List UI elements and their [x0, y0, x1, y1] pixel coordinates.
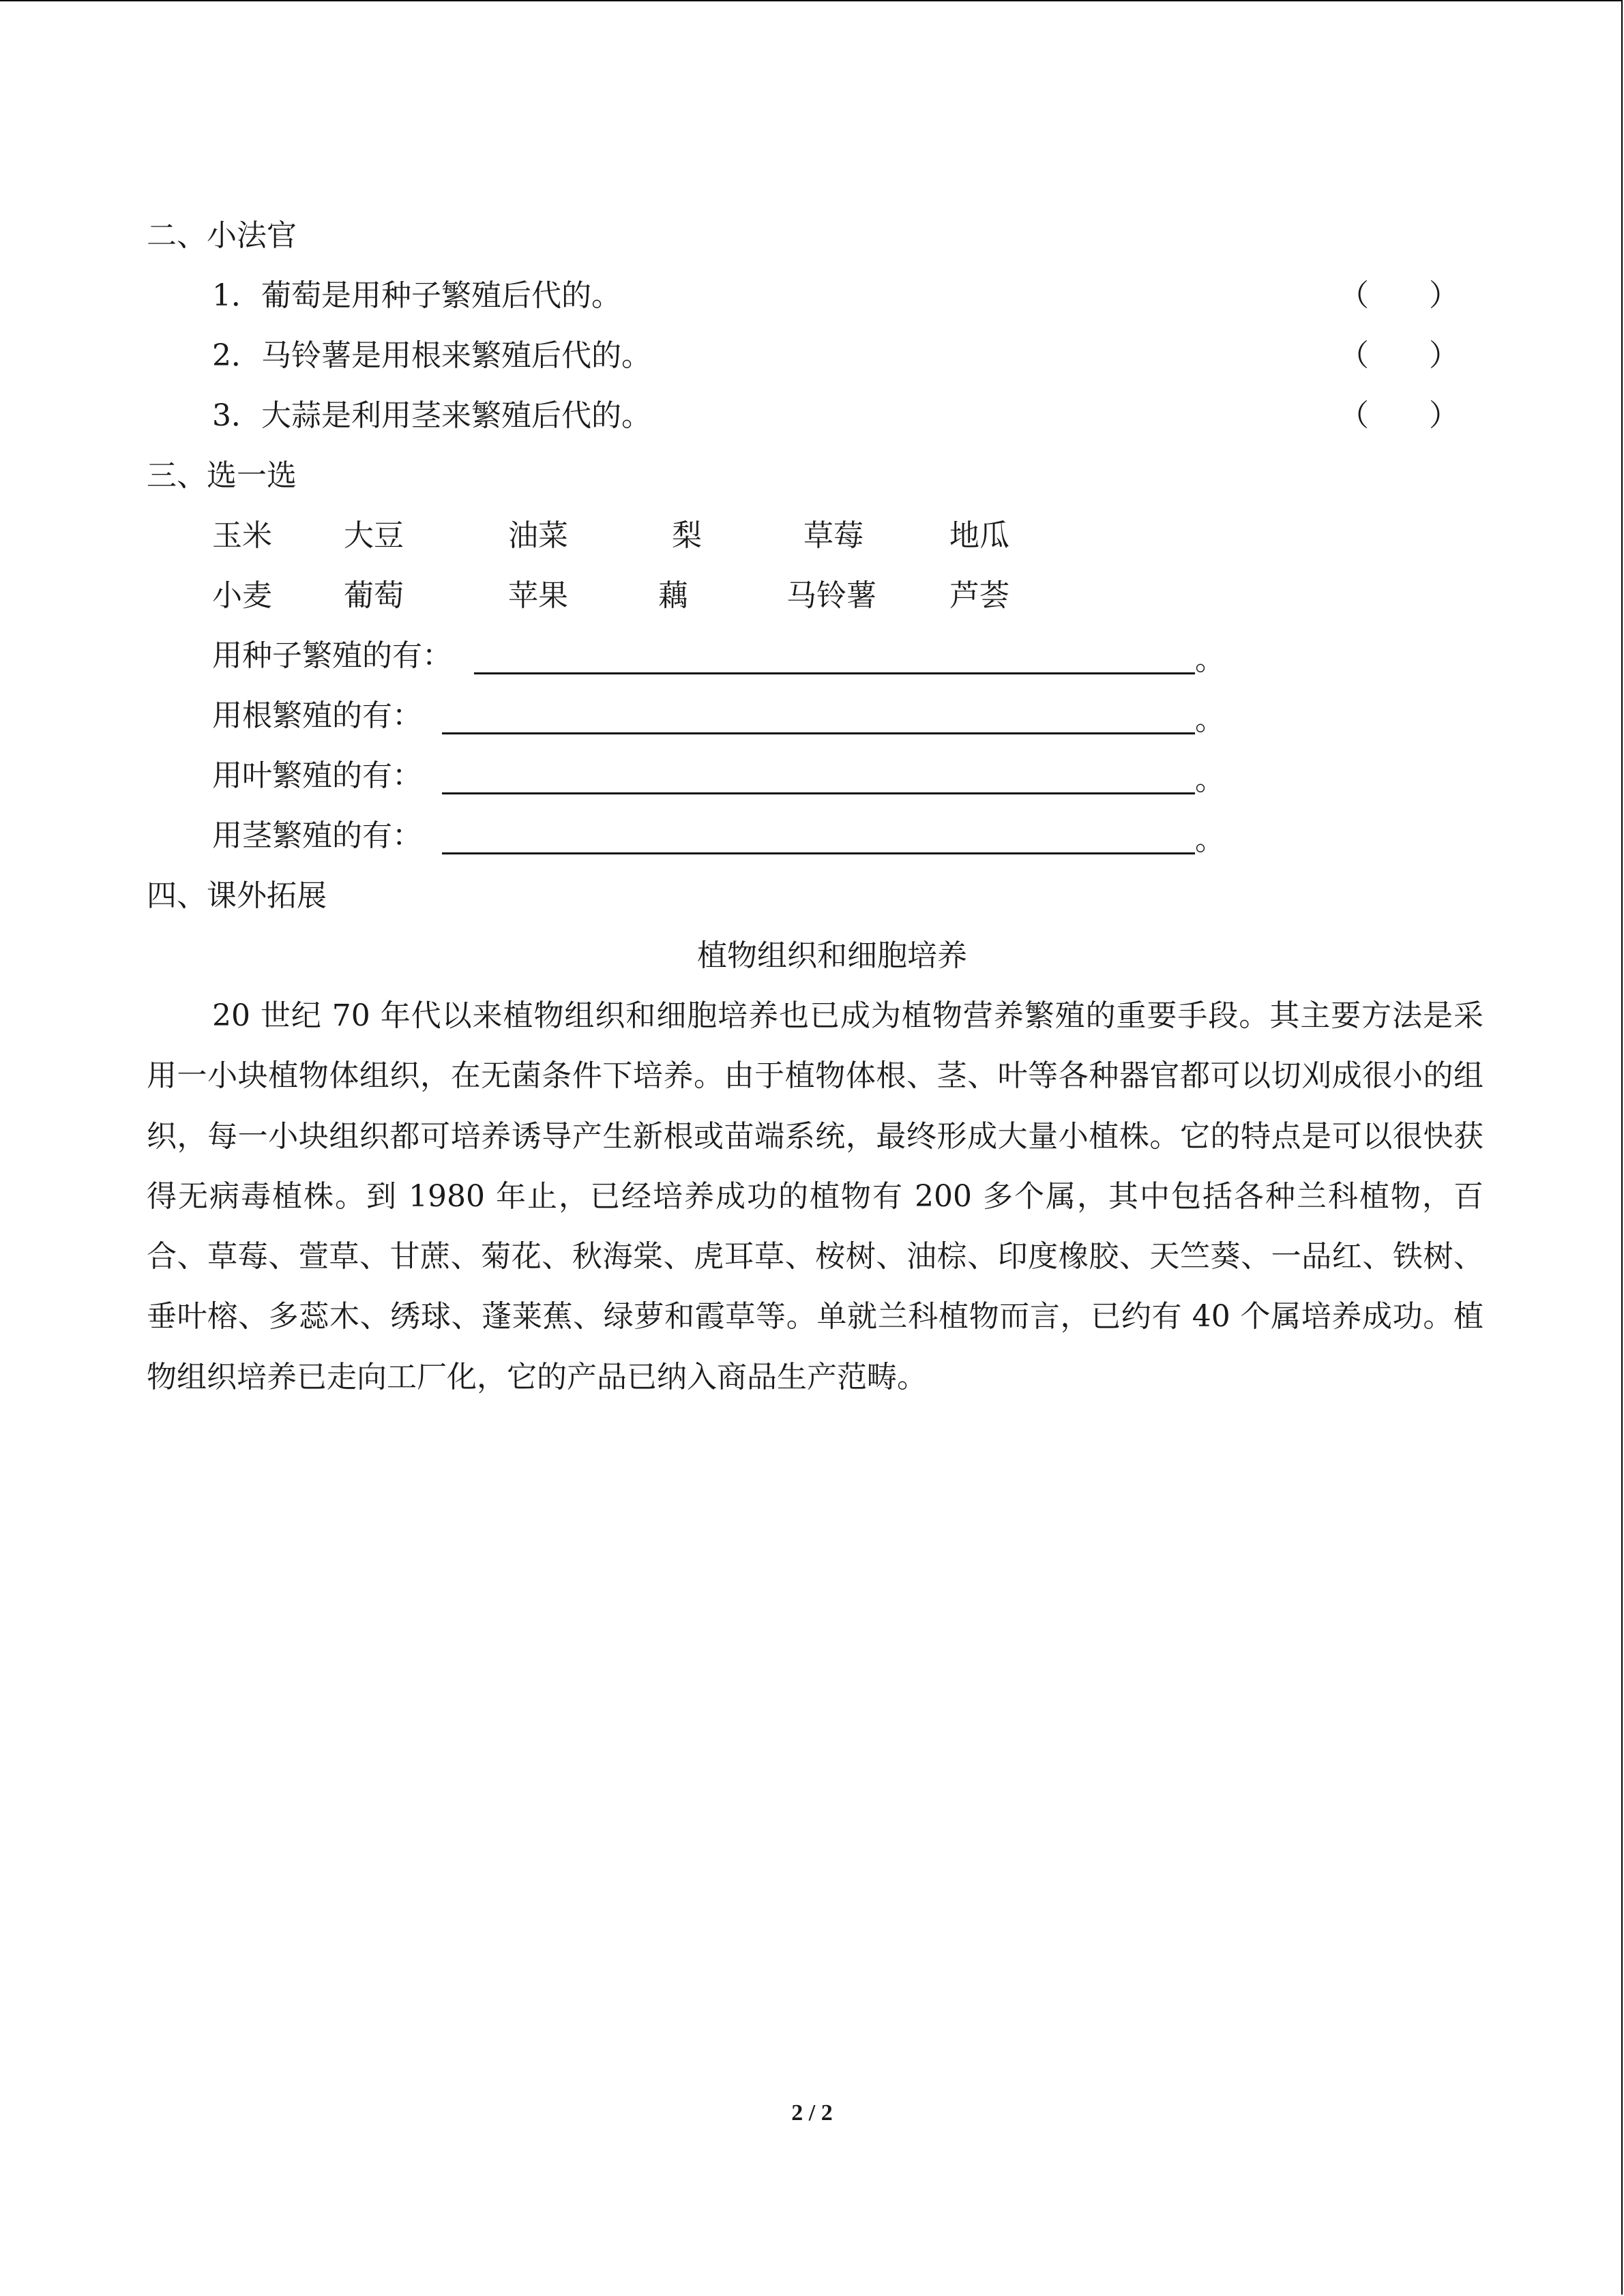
judge-question-3: 3．大蒜是利用茎来繁殖后代的。 — [212, 398, 651, 433]
page-number: 2 / 2 — [791, 2100, 833, 2126]
plant-option: 梨 — [672, 518, 702, 553]
judge-answer-blank-2[interactable]: （ ） — [1339, 338, 1459, 373]
fill-label-leaf: 用叶繁殖的有： — [212, 758, 422, 793]
section-heading-judge: 二、小法官 — [147, 218, 297, 253]
fill-blank-seed[interactable] — [474, 672, 1195, 674]
plant-option: 玉米 — [212, 518, 272, 553]
section-heading-choose: 三、选一选 — [147, 458, 297, 493]
judge-question-1: 1．葡萄是用种子繁殖后代的。 — [212, 278, 621, 313]
judge-answer-blank-1[interactable]: （ ） — [1339, 278, 1459, 313]
fill-end-stem: 。 — [1195, 822, 1225, 857]
article-body: 20 世纪 70 年代以来植物组织和细胞培养也已成为植物营养繁殖的重要手段。其主要方法是采用一小块植物体组织，在无菌条件下培养。由于植物体根、茎、叶等各种器官都可以切刈成很小的组织，每一小块组织都可培养诱导产生新根或苗端系统，最终形成大量小植株。它的特点是可以很快获得无病毒植株。到 1980 年止，已经培养成功的植物有 200 多个属，其中包括各种兰科植物，百合、草莓、萱草、甘蔗、菊花、秋海棠、虎耳草、桉树、油棕、印度橡胶、天竺葵、一品红、铁树、垂叶榕、多蕊木、绣球、蓬莱蕉、绿萝和霞草等。单就兰科植物而言，已约有 40 个属培养成功。植物组织培养已走向工厂化，它的产品已纳入商品生产范畴。 — [147, 998, 1483, 1395]
fill-label-seed: 用种子繁殖的有： — [212, 638, 452, 673]
plant-option: 苹果 — [508, 578, 568, 613]
fill-end-leaf: 。 — [1195, 762, 1225, 797]
section-heading-extension: 四、课外拓展 — [147, 878, 327, 913]
fill-end-root: 。 — [1195, 702, 1225, 737]
fill-end-seed: 。 — [1195, 642, 1225, 677]
plant-option: 藕 — [658, 578, 688, 613]
plant-option: 油菜 — [508, 518, 568, 553]
fill-blank-root[interactable] — [442, 732, 1195, 734]
plant-option: 草莓 — [803, 518, 863, 553]
article-title: 植物组织和细胞培养 — [697, 938, 967, 973]
plant-option: 大豆 — [344, 518, 404, 553]
plant-option: 小麦 — [212, 578, 272, 613]
fill-blank-leaf[interactable] — [442, 792, 1195, 794]
plant-option: 地瓜 — [949, 518, 1009, 553]
judge-answer-blank-3[interactable]: （ ） — [1339, 398, 1459, 433]
fill-blank-stem[interactable] — [442, 852, 1195, 854]
plant-option: 马铃薯 — [786, 578, 876, 613]
plant-option: 芦荟 — [949, 578, 1009, 613]
fill-label-stem: 用茎繁殖的有： — [212, 818, 422, 853]
plant-option: 葡萄 — [344, 578, 404, 613]
fill-label-root: 用根繁殖的有： — [212, 698, 422, 733]
judge-question-2: 2．马铃薯是用根来繁殖后代的。 — [212, 338, 651, 373]
